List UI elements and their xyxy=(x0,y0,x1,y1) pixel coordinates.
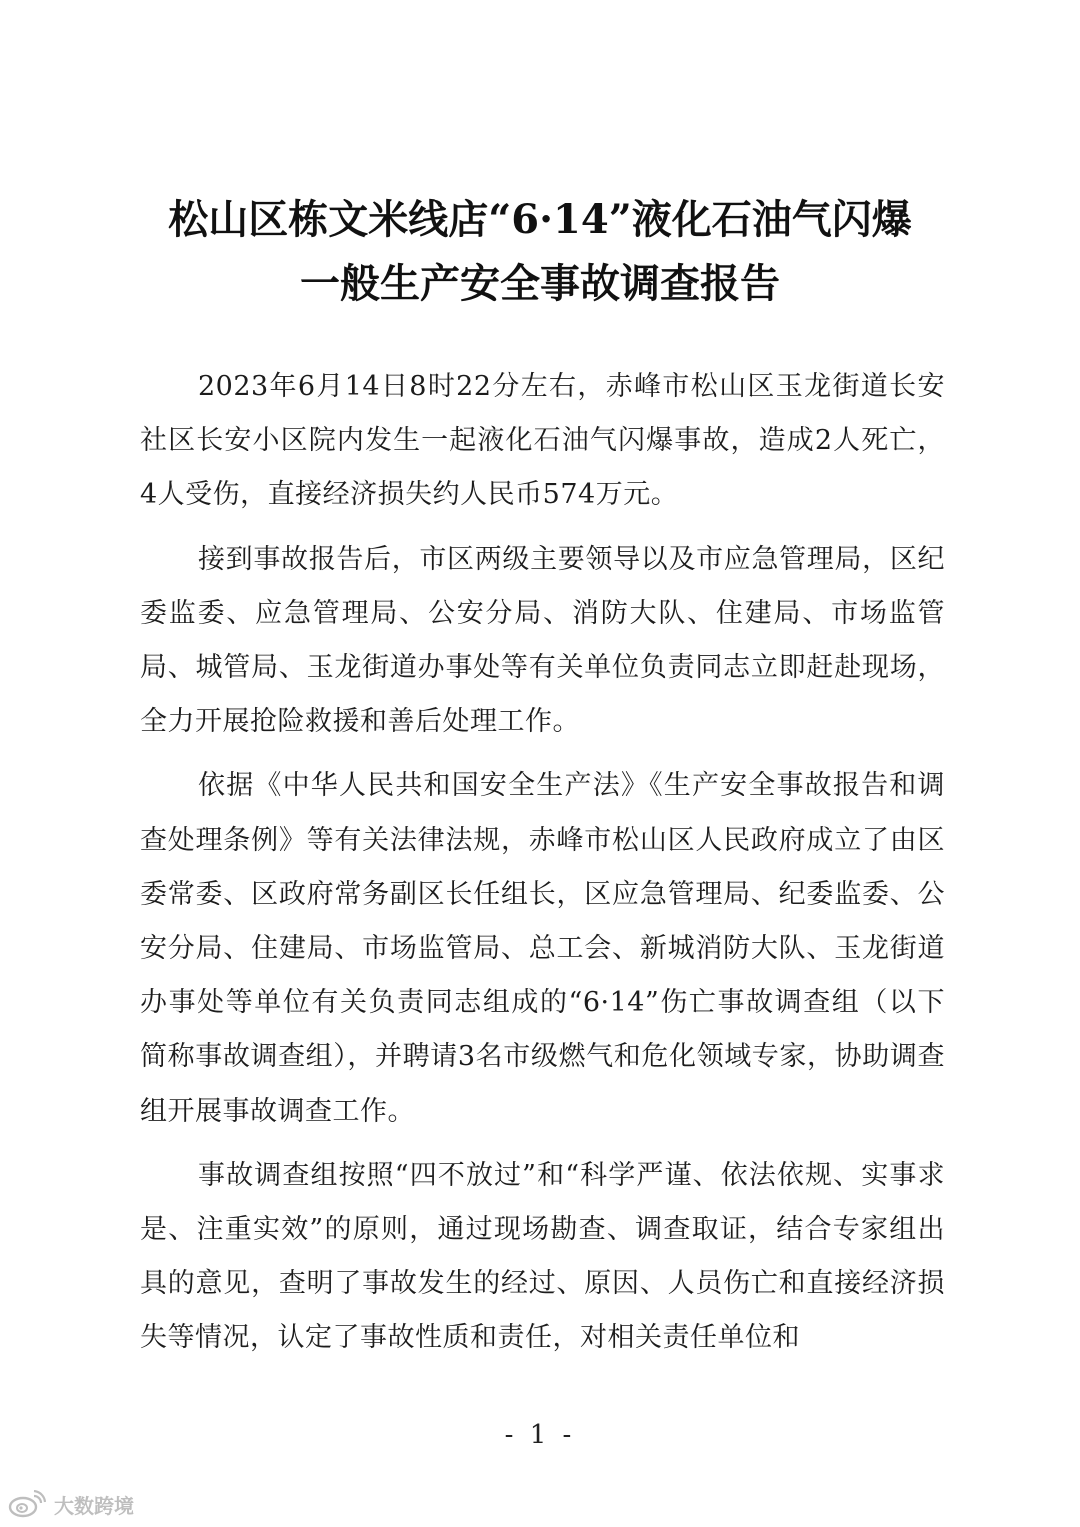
paragraph-investigation-principles: 事故调查组按照“四不放过”和“科学严谨、依法依规、实事求是、注重实效”的原则，通过现场勘查、调查取证，结合专家组出具的意见，查明了事故发生的经过、原因、人员伤亡和直接经济损失等情况，认定了事故性质和责任，对相关责任单位和 xyxy=(140,1159,945,1354)
title-line-1: 松山区栋文米线店“6·14”液化石油气闪爆 xyxy=(168,196,912,243)
page-number: - 1 - xyxy=(504,1420,576,1450)
document-body xyxy=(140,360,945,1366)
title-line-2: 一般生产安全事故调查报告 xyxy=(300,260,780,307)
paragraph-emergency-response: 接到事故报告后，市区两级主要领导以及市应急管理局，区纪委监委、应急管理局、公安分局、消防大队、住建局、市场监管局、城管局、玉龙街道办事处等有关单位负责同志立即赶赴现场，全力开展抢险救援和善后处理工作。 xyxy=(140,543,945,738)
paragraph-investigation-team: 依据《中华人民共和国安全生产法》《生产安全事故报告和调查处理条例》等有关法律法规，赤峰市松山区人民政府成立了由区委常委、区政府常务副区长任组长，区应急管理局、纪委监委、公安分局、住建局、市场监管局、总工会、新城消防大队、玉龙街道办事处等单位有关负责同志组成的“6·14”伤亡事故调查组（以下简称事故调查组），并聘请3名市级燃气和危化领域专家，协助调查组开展事故调查工作。 xyxy=(140,770,945,1127)
document-title xyxy=(100,188,980,316)
paragraph-accident-summary: 2023年6月14日8时22分左右，赤峰市松山区玉龙街道长安社区长安小区院内发生一起液化石油气闪爆事故，造成2人死亡，4人受伤，直接经济损失约人民币574万元。 xyxy=(140,371,945,511)
watermark-text: 大数跨境 xyxy=(54,1493,134,1518)
weibo-logo-icon xyxy=(8,1490,46,1518)
watermark xyxy=(8,1488,134,1520)
